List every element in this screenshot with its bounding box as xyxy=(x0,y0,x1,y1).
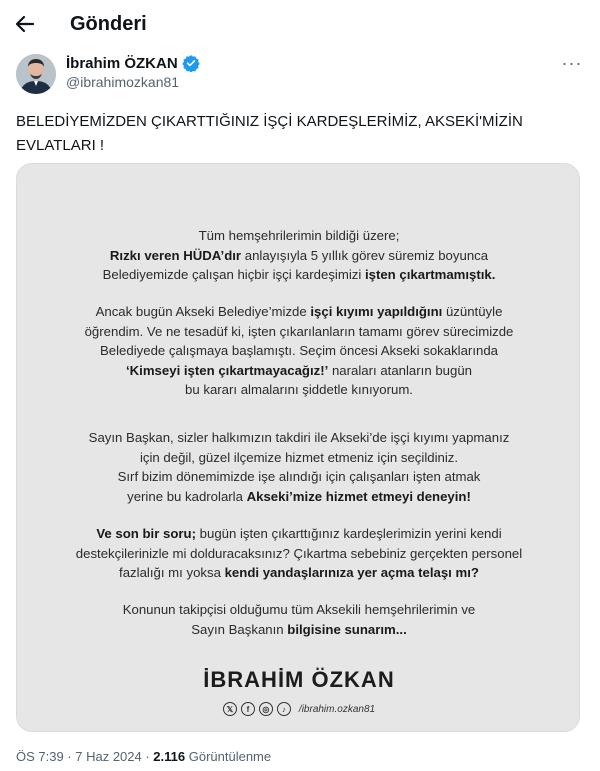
top-bar xyxy=(0,0,600,48)
page-title: Gönderi xyxy=(70,12,147,35)
tweet-meta xyxy=(16,749,271,764)
image-text-bold: kendi yandaşlarınıza yer açma telaşı mı? xyxy=(224,565,479,581)
tweet-image[interactable] xyxy=(16,163,580,732)
image-text-line xyxy=(17,428,580,448)
image-text-segment: yerine bu kadrolarla xyxy=(127,488,247,504)
view-count: 2.116 xyxy=(153,749,186,764)
image-text-line xyxy=(17,487,580,507)
image-text-line xyxy=(17,448,580,468)
image-paragraph-4 xyxy=(17,524,580,583)
image-text-segment: Belediyede çalışmaya başlamıştı. Seçim öncesi Akseki sokaklarında xyxy=(99,343,498,359)
facebook-icon: f xyxy=(241,702,255,716)
image-text-bold: Rızkı veren HÜDA’dır xyxy=(109,247,242,263)
verified-badge-icon xyxy=(182,54,200,72)
image-text-segment: Sırf bizim dönemimizde işe alındığı için çalışanları işten atmak xyxy=(117,469,481,485)
image-text-bold: Akseki’mize hizmet etmeyi deneyin! xyxy=(246,488,471,504)
image-text-line xyxy=(17,265,580,285)
tiktok-icon: ♪ xyxy=(277,702,291,716)
views-label: Görüntülenme xyxy=(185,749,272,764)
image-text-line xyxy=(17,302,580,322)
image-text-line xyxy=(17,246,580,266)
image-paragraph-3 xyxy=(17,428,580,506)
image-paragraph-5 xyxy=(17,600,580,639)
image-social-handle: /ibrahim.ozkan81 xyxy=(298,703,376,715)
image-text-line xyxy=(17,467,580,487)
image-text-line xyxy=(17,322,580,342)
image-text-segment: Sayın Başkan, sizler halkımızın takdiri ile Akseki’de işçi kıyımı yapmanız xyxy=(88,430,510,445)
image-text-segment: Tüm hemşehrilerimin bildiği üzere; xyxy=(198,228,400,243)
image-text-segment: Belediyemizde çalışan hiçbir işçi kardeşimizi xyxy=(102,267,365,283)
image-text-segment: bugün işten çıkarttığınız kardeşlerimizin yerini kendi xyxy=(196,526,502,541)
image-text-bold: işten çıkartmamıştık. xyxy=(364,267,496,283)
image-text-line xyxy=(17,524,580,544)
image-text-line xyxy=(17,563,580,583)
image-text-segment: Sayın Başkanın xyxy=(191,621,288,637)
tweet-time[interactable]: ÖS 7:39 · 7 Haz 2024 · xyxy=(16,749,154,764)
image-text-line xyxy=(17,600,580,620)
image-text-segment: için değil, güzel ilçemize hizmet etmeniz için seçildiniz. xyxy=(139,449,459,465)
x-icon: 𝕏 xyxy=(223,702,237,716)
image-text-bold: bilgisine sunarım... xyxy=(287,621,407,637)
image-text-segment: Ancak bugün Akseki Belediye’mizde xyxy=(95,304,311,319)
image-text-bold: işçi kıyımı yapıldığını xyxy=(310,304,443,319)
image-text-segment: fazlalığı mı yoksa xyxy=(119,565,225,581)
instagram-icon: ◎ xyxy=(259,702,273,716)
image-social-row xyxy=(17,702,580,716)
avatar[interactable] xyxy=(16,54,56,94)
image-text-segment: destekçilerinizle mi dolduracaksınız? Çıkartma sebebiniz gerçekten personel xyxy=(75,545,523,561)
image-text-bold: Ve son bir soru; xyxy=(96,526,196,541)
image-signature: İBRAHİM ÖZKAN xyxy=(203,667,395,692)
image-text-line xyxy=(17,226,580,246)
image-text-line xyxy=(17,544,580,564)
image-text-line xyxy=(17,361,580,381)
image-text-segment: anlayışıyla 5 yıllık görev süremiz boyunca xyxy=(241,247,489,263)
image-text-segment: naraları atanların bugün xyxy=(328,362,472,378)
image-paragraph-2 xyxy=(17,302,580,400)
tweet-text: BELEDİYEMİZDEN ÇIKARTTIĞINIZ İŞÇİ KARDEŞLERİMİZ, AKSEKİ'MİZİN EVLATLARI ! xyxy=(16,113,523,154)
image-text-segment: öğrendim. Ve ne tesadüf ki, işten çıkarılanların tamamı görev sürecimizde xyxy=(84,323,514,339)
more-options-icon[interactable]: ··· xyxy=(561,53,583,73)
back-arrow-icon[interactable] xyxy=(12,11,38,37)
author-row xyxy=(0,48,600,100)
image-text-segment: Konunun takipçisi olduğumu tüm Aksekili hemşehrilerimin ve xyxy=(122,602,476,617)
image-text-line xyxy=(17,341,580,361)
author-handle[interactable]: @ibrahimozkan81 xyxy=(66,74,180,90)
image-text-line xyxy=(17,620,580,640)
image-paragraph-1 xyxy=(17,226,580,285)
image-text-line xyxy=(17,380,580,400)
image-text-segment: üzüntüyle xyxy=(442,304,503,319)
image-text-bold: ‘Kimseyi işten çıkartmayacağız!’ xyxy=(125,362,329,378)
image-text-segment: bu kararı almalarını şiddetle kınıyorum. xyxy=(185,382,413,398)
author-name[interactable]: İbrahim ÖZKAN xyxy=(66,54,178,72)
